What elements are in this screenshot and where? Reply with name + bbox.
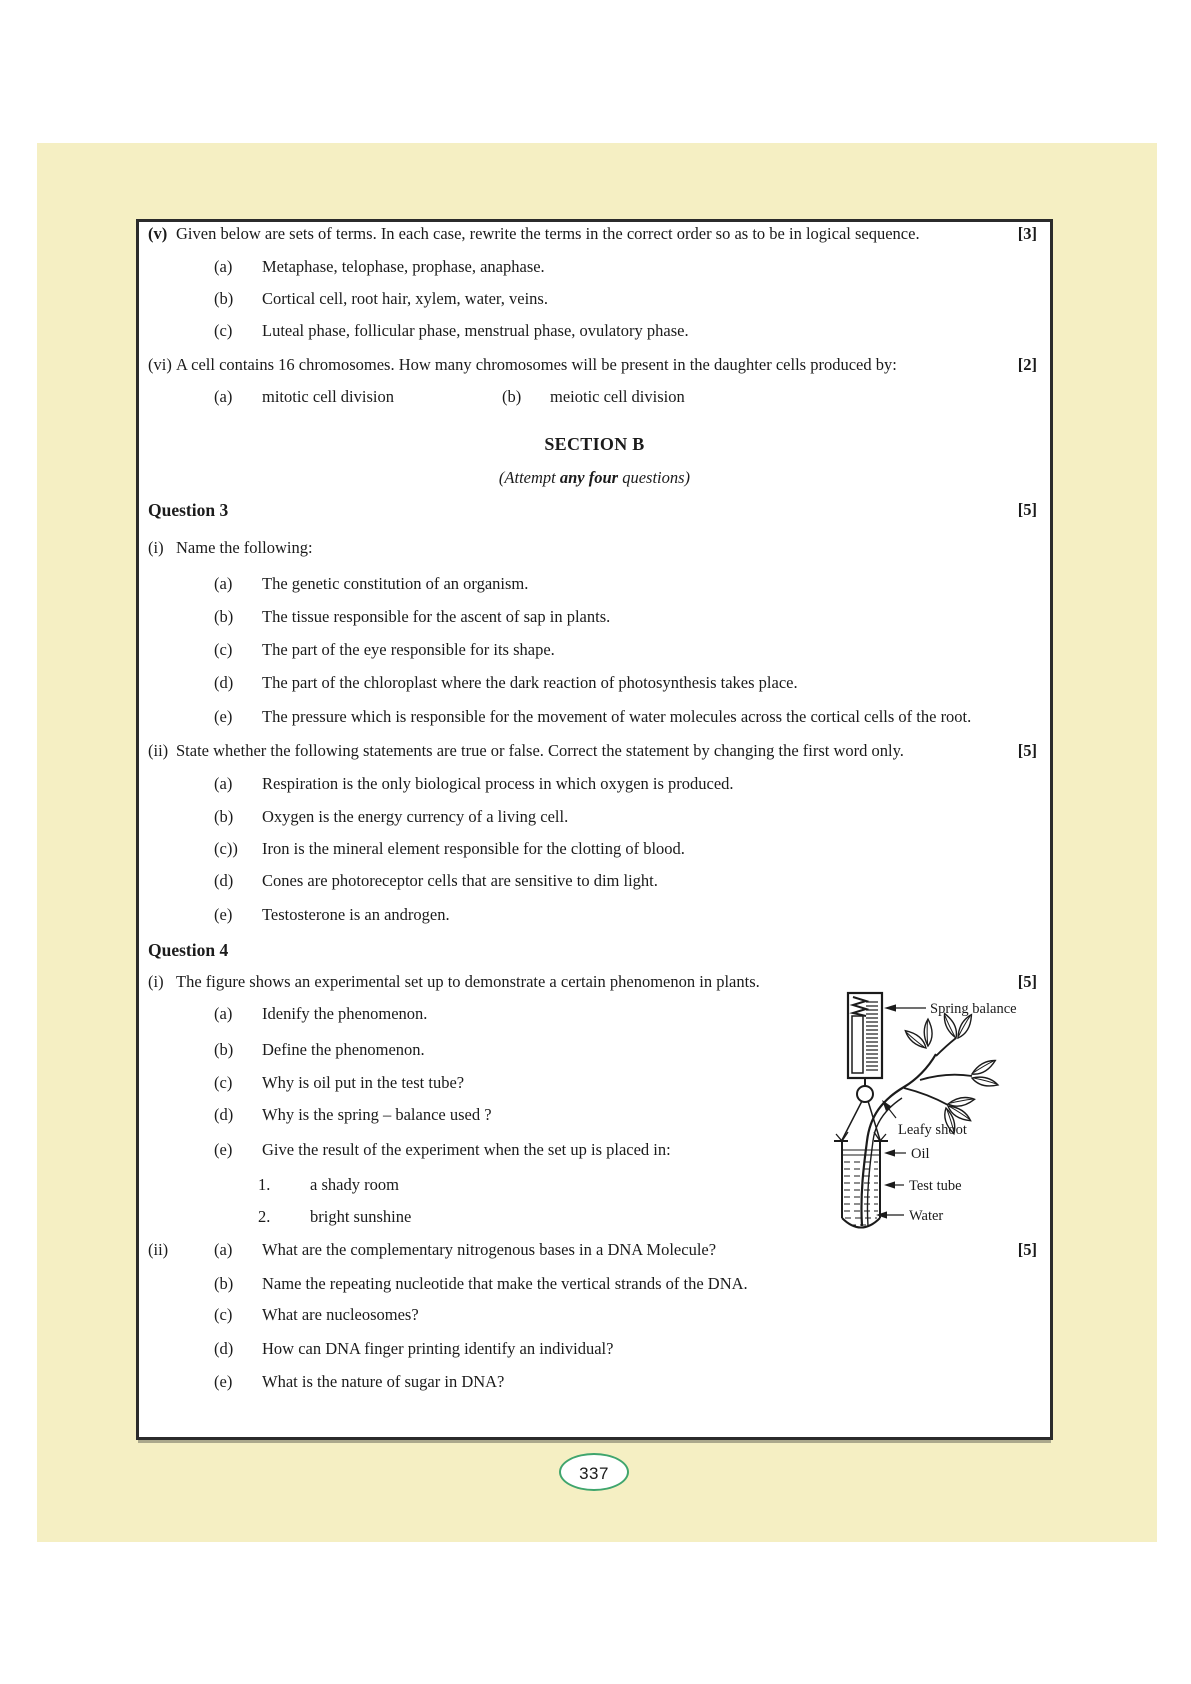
arrow-left-icon bbox=[884, 1181, 895, 1188]
oil-lines bbox=[843, 1150, 879, 1155]
sub-label: (a) bbox=[214, 1004, 233, 1023]
q3-i-sub-c bbox=[139, 638, 1050, 662]
item-label: (vi) bbox=[148, 355, 172, 374]
sub-text: Testosterone is an androgen. bbox=[262, 905, 450, 924]
item-text: The figure shows an experimental set up to demonstrate a certain phenomenon in plants. bbox=[176, 972, 760, 991]
sub-label: (a) bbox=[214, 257, 233, 276]
item-label: (i) bbox=[148, 538, 164, 557]
question-title: Question 4 bbox=[148, 940, 229, 960]
sub-label: (c) bbox=[214, 1305, 233, 1324]
subtitle-post: questions) bbox=[618, 468, 691, 487]
q3-i-sub-b bbox=[139, 605, 1050, 629]
q3-ii-sub-c bbox=[139, 837, 1050, 861]
list-label: 2. bbox=[258, 1207, 271, 1226]
sub-text: The part of the chloroplast where the dark reaction of photosynthesis takes place. bbox=[262, 673, 798, 692]
page-number-badge bbox=[559, 1453, 629, 1491]
sub-text: meiotic cell division bbox=[550, 387, 685, 406]
q3-i-sub-d bbox=[139, 671, 1050, 695]
section-b-subtitle bbox=[139, 466, 1050, 490]
sub-label: (a) bbox=[214, 774, 233, 793]
q3-ii-sub-b bbox=[139, 805, 1050, 829]
item-v-sub-b bbox=[139, 287, 1050, 311]
sub-label: (b) bbox=[214, 289, 234, 308]
sub-label: (c)) bbox=[214, 839, 238, 858]
section-b-heading bbox=[139, 432, 1050, 456]
list-text: bright sunshine bbox=[310, 1207, 412, 1226]
sub-text: Give the result of the experiment when the set up is placed in: bbox=[262, 1140, 671, 1159]
sub-label: (d) bbox=[214, 1105, 234, 1124]
figure-label-spring-balance: Spring balance bbox=[930, 1001, 1017, 1017]
sub-text: The tissue responsible for the ascent of sap in plants. bbox=[262, 607, 611, 626]
arrow-left-icon bbox=[884, 1149, 895, 1156]
figure-label-oil: Oil bbox=[911, 1146, 930, 1162]
sub-text: Define the phenomenon. bbox=[262, 1040, 425, 1059]
sub-label: (e) bbox=[214, 905, 233, 924]
sub-label: (c) bbox=[214, 640, 233, 659]
marks-badge: [5] bbox=[1017, 1240, 1037, 1259]
page-number: 337 bbox=[579, 1464, 609, 1483]
q3-ii-sub-a bbox=[139, 772, 1050, 796]
sub-label: (d) bbox=[214, 1339, 234, 1358]
q4-ii-sub-d bbox=[139, 1337, 1050, 1361]
sub-label: (e) bbox=[214, 1372, 233, 1391]
question-title: Question 3 bbox=[148, 500, 229, 520]
q3-item-i bbox=[139, 536, 1050, 560]
q4-ii-sub-e bbox=[139, 1370, 1050, 1394]
q4-ii-sub-c bbox=[139, 1303, 1050, 1327]
q3-item-ii bbox=[139, 739, 1050, 763]
sub-label: (b) bbox=[214, 1040, 234, 1059]
item-vi bbox=[139, 353, 1050, 377]
section-title: SECTION B bbox=[544, 434, 645, 454]
sub-text: Luteal phase, follicular phase, menstrual phase, ovulatory phase. bbox=[262, 321, 689, 340]
sub-label: (b) bbox=[502, 387, 522, 406]
figure-label-leafy-shoot: Leafy shoot bbox=[898, 1122, 967, 1138]
sub-text: The part of the eye responsible for its shape. bbox=[262, 640, 555, 659]
sub-text: mitotic cell division bbox=[262, 387, 394, 406]
q3-i-sub-a bbox=[139, 572, 1050, 596]
item-label: (ii) bbox=[148, 1240, 169, 1259]
q4-item-ii bbox=[139, 1238, 1050, 1262]
sub-text: Cortical cell, root hair, xylem, water, veins. bbox=[262, 289, 548, 308]
figure-label-water: Water bbox=[909, 1208, 944, 1224]
sub-label: (b) bbox=[214, 1274, 234, 1293]
sub-text: The pressure which is responsible for the movement of water molecules across the cortical cells of the root. bbox=[262, 707, 972, 726]
sub-label: (a) bbox=[214, 574, 233, 593]
q3-i-sub-e bbox=[139, 705, 1050, 729]
marks-badge: [5] bbox=[1017, 741, 1037, 760]
sub-label: (c) bbox=[214, 321, 233, 340]
item-v bbox=[139, 222, 1050, 246]
item-label: (i) bbox=[148, 972, 164, 991]
subtitle-pre: (Attempt bbox=[498, 468, 560, 487]
sub-text: Iron is the mineral element responsible for the clotting of blood. bbox=[262, 839, 685, 858]
sub-label: (a) bbox=[214, 1240, 233, 1259]
arrow-upleft-icon bbox=[882, 1100, 892, 1111]
sub-label: (d) bbox=[214, 673, 234, 692]
item-vi-subs bbox=[139, 385, 1050, 409]
sub-label: (b) bbox=[214, 807, 234, 826]
sub-text: Name the repeating nucleotide that make the vertical strands of the DNA. bbox=[262, 1274, 748, 1293]
sub-text: Metaphase, telophase, prophase, anaphase. bbox=[262, 257, 545, 276]
sub-label: (c) bbox=[214, 1073, 233, 1092]
sub-text: How can DNA finger printing identify an individual? bbox=[262, 1339, 614, 1358]
page-panel bbox=[37, 143, 1157, 1542]
sub-text: The genetic constitution of an organism. bbox=[262, 574, 529, 593]
question-4-heading bbox=[139, 938, 1050, 962]
sub-text: Respiration is the only biological process in which oxygen is produced. bbox=[262, 774, 734, 793]
marks-badge: [2] bbox=[1017, 355, 1037, 374]
arrow-left-icon bbox=[884, 1004, 896, 1011]
sub-text: What are nucleosomes? bbox=[262, 1305, 419, 1324]
arrow-left-icon bbox=[876, 1211, 887, 1218]
sub-label: (e) bbox=[214, 1140, 233, 1159]
sub-text: Why is oil put in the test tube? bbox=[262, 1073, 465, 1092]
sub-label: (e) bbox=[214, 707, 233, 726]
marks-badge: [5] bbox=[1017, 500, 1037, 519]
item-label: (v) bbox=[148, 224, 168, 243]
marks-badge: [5] bbox=[1017, 972, 1037, 991]
item-v-sub-a bbox=[139, 255, 1050, 279]
subtitle-bold: any four bbox=[559, 468, 619, 487]
sub-label: (d) bbox=[214, 871, 234, 890]
spring-balance-drawing bbox=[848, 993, 882, 1078]
item-label: (ii) bbox=[148, 741, 169, 760]
figure-label-test-tube: Test tube bbox=[909, 1178, 962, 1194]
sub-text: What is the nature of sugar in DNA? bbox=[262, 1372, 505, 1391]
item-v-sub-c bbox=[139, 319, 1050, 343]
sub-text: Cones are photoreceptor cells that are sensitive to dim light. bbox=[262, 871, 658, 890]
sub-text: Oxygen is the energy currency of a living cell. bbox=[262, 807, 569, 826]
item-text: Name the following: bbox=[176, 538, 313, 557]
sub-text: What are the complementary nitrogenous bases in a DNA Molecule? bbox=[262, 1240, 717, 1259]
sub-text: Why is the spring – balance used ? bbox=[262, 1105, 492, 1124]
list-text: a shady room bbox=[310, 1175, 399, 1194]
q3-ii-sub-d bbox=[139, 869, 1050, 893]
question-box bbox=[136, 219, 1053, 1440]
sub-text: Idenify the phenomenon. bbox=[262, 1004, 428, 1023]
sub-label: (b) bbox=[214, 607, 234, 626]
experiment-figure bbox=[778, 988, 1058, 1238]
question-3-heading bbox=[139, 498, 1050, 522]
q4-ii-sub-b bbox=[139, 1272, 1050, 1296]
sub-label: (a) bbox=[214, 387, 233, 406]
item-text: Given below are sets of terms. In each case, rewrite the terms in the correct order so as to be in logical sequence. bbox=[176, 224, 920, 243]
marks-badge: [3] bbox=[1017, 224, 1037, 243]
item-text: State whether the following statements are true or false. Correct the statement by changing the first word only. bbox=[176, 741, 904, 760]
item-text: A cell contains 16 chromosomes. How many chromosomes will be present in the daughter cells produced by: bbox=[176, 355, 897, 374]
list-label: 1. bbox=[258, 1175, 271, 1194]
q3-ii-sub-e bbox=[139, 903, 1050, 927]
